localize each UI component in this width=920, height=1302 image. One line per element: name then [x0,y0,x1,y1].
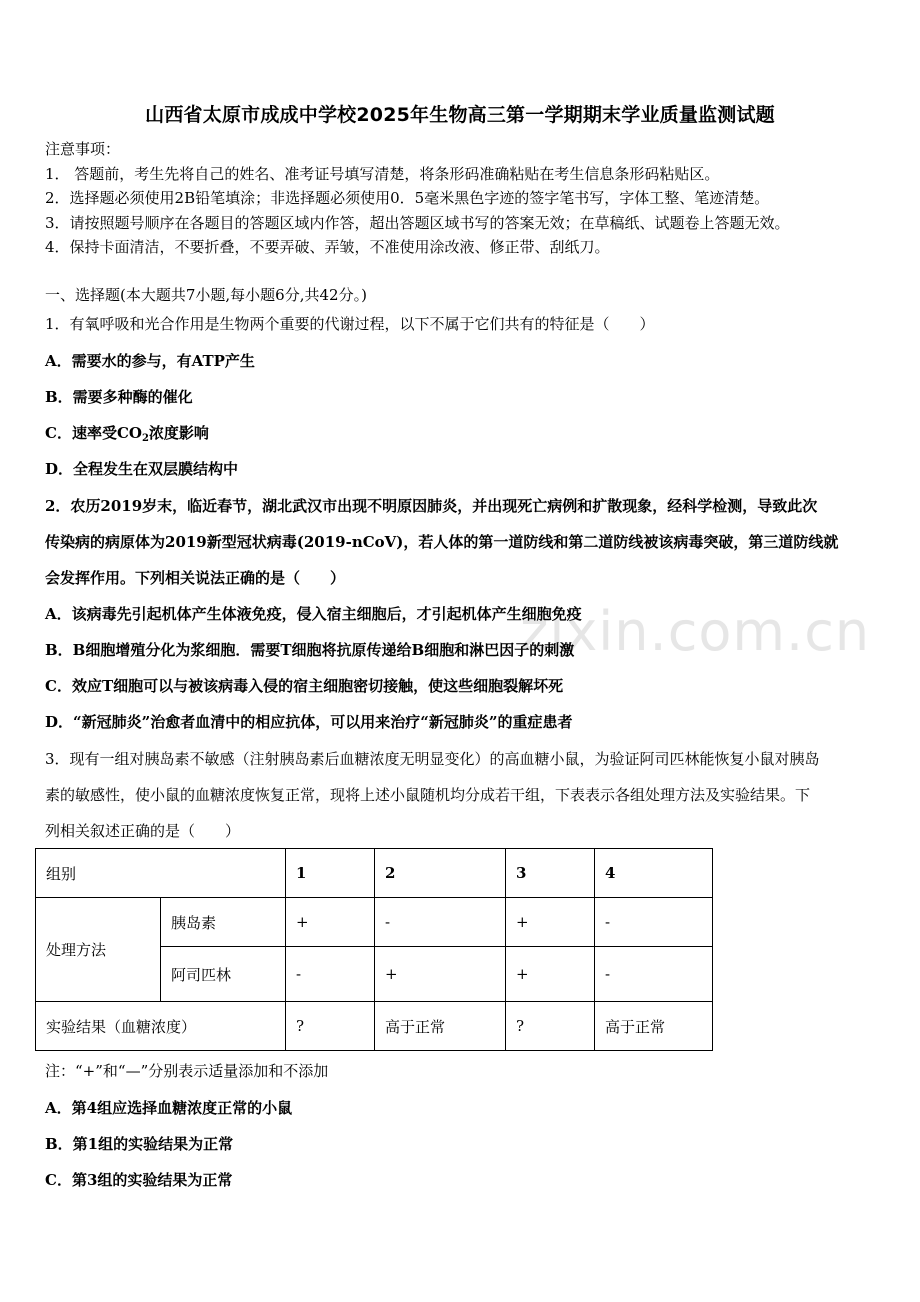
q2-stem-line-3: 会发挥作用。下列相关说法正确的是（ ） [45,569,346,587]
table-cell: 高于正常 [375,1002,506,1051]
q3-stem-line-3: 列相关叙述正确的是（ ） [45,822,241,840]
q2-stem-line-2: 传染病的病原体为2019新型冠状病毒(2019-nCoV)，若人体的第一道防线和第二道防线被该病毒突破，第三道防线就 [45,533,839,551]
q3-option-a: A．第4组应选择血糖浓度正常的小鼠 [45,1099,293,1117]
experiment-table [35,848,713,1051]
table-cell: - [595,947,713,1002]
q1-option-b: B．需要多种酶的催化 [45,388,193,406]
section-heading: 一、选择题(本大题共7小题,每小题6分,共42分。) [45,286,367,304]
q3-note: 注：“+”和“—”分别表示适量添加和不添加 [45,1062,329,1080]
table-cell: ? [506,1002,595,1051]
q1-option-c: C．速率受$CO_2$浓度影响 [45,424,209,444]
q2-option-a: A．该病毒先引起机体产生体液免疫，侵入宿主细胞后，才引起机体产生细胞免疫 [45,605,582,623]
table-cell: ? [286,1002,375,1051]
notice-heading: 注意事项： [45,140,121,158]
table-cell: 组别 [36,849,286,898]
table-cell: 高于正常 [595,1002,713,1051]
q2-option-b: B．B细胞增殖分化为浆细胞．需要T细胞将抗原传递给B细胞和淋巴因子的刺激 [45,641,575,659]
table-cell: 实验结果（血糖浓度） [36,1002,286,1051]
q3-option-b: B．第1组的实验结果为正常 [45,1135,234,1153]
table-cell: - [286,947,375,1002]
q2-option-c: C．效应T细胞可以与被该病毒入侵的宿主细胞密切接触，使这些细胞裂解坏死 [45,677,564,695]
notice-item-4: 4．保持卡面清洁，不要折叠，不要弄破、弄皱，不准使用涂改液、修正带、刮纸刀。 [45,238,610,256]
table-row [36,898,713,947]
table-cell: 胰岛素 [161,898,286,947]
table-cell: - [375,898,506,947]
table-cell: 1 [286,849,375,898]
table-cell: + [286,898,375,947]
q3-option-c: C．第3组的实验结果为正常 [45,1171,233,1189]
q1-option-a: A．需要水的参与，有ATP产生 [45,352,255,370]
table-cell: + [506,898,595,947]
q1-option-d: D．全程发生在双层膜结构中 [45,460,239,478]
table-cell: + [375,947,506,1002]
q1-stem: 1．有氧呼吸和光合作用是生物两个重要的代谢过程，以下不属于它们共有的特征是（ ） [45,315,655,333]
q2-option-d: D．“新冠肺炎”治愈者血清中的相应抗体，可以用来治疗“新冠肺炎”的重症患者 [45,713,573,731]
table-cell: 处理方法 [36,898,161,1002]
table-cell: - [595,898,713,947]
notice-item-3: 3．请按照题号顺序在各题目的答题区域内作答，超出答题区域书写的答案无效；在草稿纸、试题卷上答题无效。 [45,214,790,232]
watermark: zixin.com.cn [520,600,871,663]
table-cell: 阿司匹林 [161,947,286,1002]
table-cell: 3 [506,849,595,898]
q3-stem-line-1: 3．现有一组对胰岛素不敏感（注射胰岛素后血糖浓度无明显变化）的高血糖小鼠，为验证阿司匹林能恢复小鼠对胰岛 [45,750,820,768]
q3-stem-line-2: 素的敏感性，使小鼠的血糖浓度恢复正常，现将上述小鼠随机均分成若干组，下表表示各组处理方法及实验结果。下 [45,786,811,804]
notice-item-2: 2．选择题必须使用2B铅笔填涂；非选择题必须使用0．5毫米黑色字迹的签字笔书写，字体工整、笔迹清楚。 [45,189,770,207]
q2-stem-line-1: 2．农历2019岁末，临近春节，湖北武汉市出现不明原因肺炎，并出现死亡病例和扩散现象，经科学检测，导致此次 [45,497,818,515]
page-title: 山西省太原市成成中学校2025年生物高三第一学期期末学业质量监测试题 [145,104,775,126]
notice-item-1: 1． 答题前，考生先将自己的姓名、准考证号填写清楚，将条形码准确粘贴在考生信息条形码粘贴区。 [45,165,720,183]
table-cell: 2 [375,849,506,898]
table-row [36,1002,713,1051]
table-cell: + [506,947,595,1002]
table-cell: 4 [595,849,713,898]
table-row [36,849,713,898]
